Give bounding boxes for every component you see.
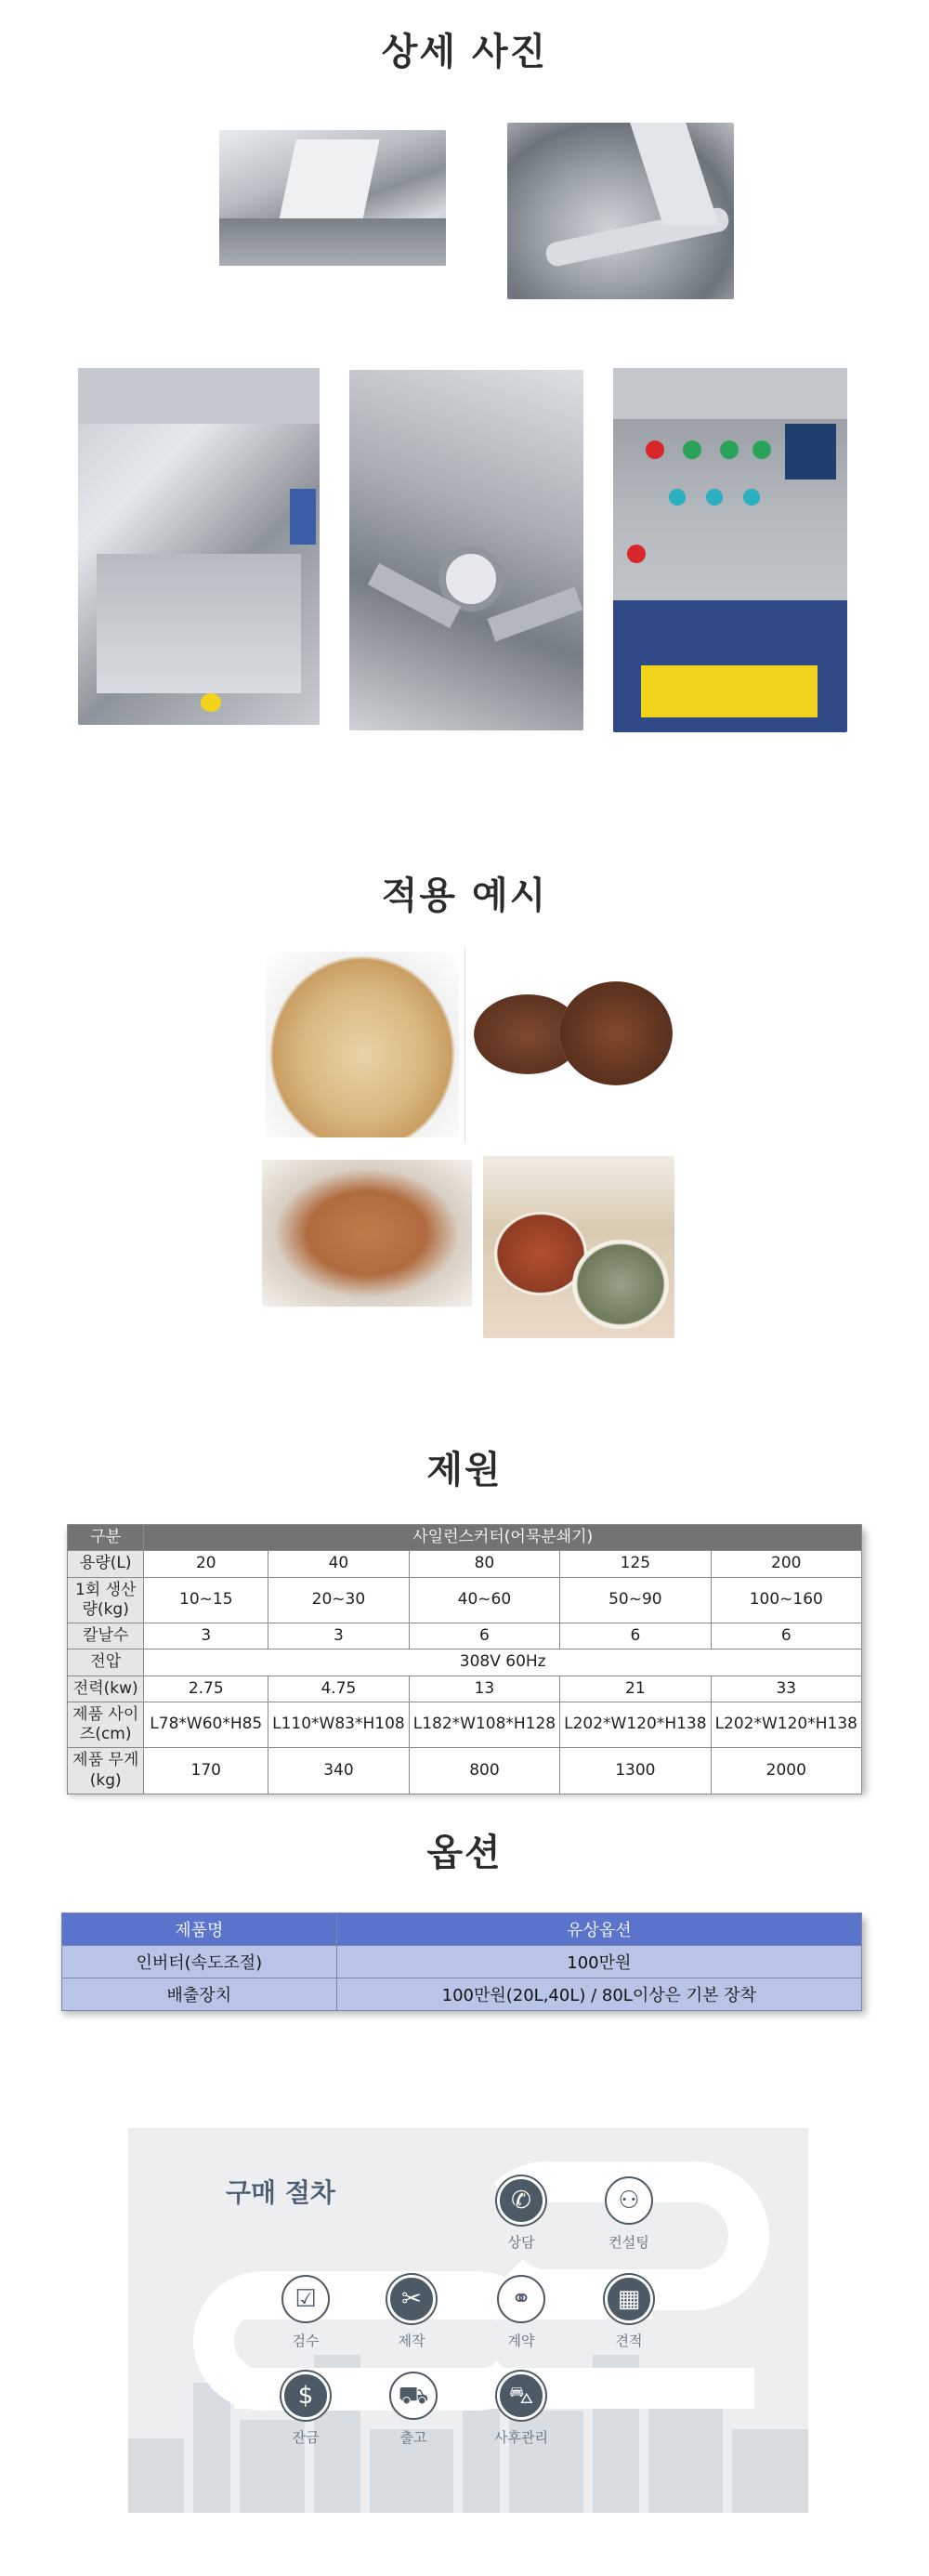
- spec-row-label: 용량(L): [68, 1551, 144, 1577]
- step-label: 상담: [507, 2234, 535, 2251]
- blade-shaft-photo: [507, 123, 734, 299]
- option-cell: 배출장치: [62, 1978, 337, 2011]
- patty-photo: [470, 974, 674, 1095]
- city-building: [193, 2383, 230, 2513]
- spec-cell: L202*W120*H138: [711, 1702, 861, 1748]
- option-section-title: 옵션: [426, 1832, 503, 1874]
- spec-cell: 6: [409, 1623, 559, 1649]
- step-label: 출고: [399, 2429, 427, 2446]
- consulting-icon: ⚇: [605, 2176, 653, 2225]
- spec-cell: 40~60: [409, 1577, 559, 1623]
- spec-cell: 6: [711, 1623, 861, 1649]
- step-label: 잔금: [292, 2429, 320, 2446]
- tools-icon: ✂: [387, 2275, 436, 2323]
- spec-cell: 20~30: [268, 1577, 410, 1623]
- truck-icon: ⛟: [389, 2372, 438, 2420]
- spec-cell: 200: [711, 1551, 861, 1577]
- step-production: [370, 2275, 453, 2350]
- city-building: [128, 2438, 184, 2513]
- spec-cell: 3: [268, 1623, 410, 1649]
- step-label: 컨설팅: [608, 2234, 649, 2251]
- step-inspection: [264, 2275, 347, 2350]
- spec-row-label: 칼날수: [68, 1623, 144, 1649]
- fishcake-platter-photo: [266, 952, 459, 1137]
- spec-row-label: 제품 무게(kg): [68, 1748, 144, 1794]
- spec-cell: 40: [268, 1551, 410, 1577]
- option-header-paid: 유상옵션: [336, 1913, 861, 1946]
- option-header-product: 제품명: [62, 1913, 337, 1946]
- option-cell: 인버터(속도조절): [62, 1946, 337, 1978]
- spec-cell: 340: [268, 1748, 410, 1794]
- spec-row-label: 제품 사이즈(cm): [68, 1702, 144, 1748]
- option-cell: 100만원: [336, 1946, 861, 1978]
- spec-cell: 21: [560, 1676, 711, 1702]
- photo-divider: [464, 948, 465, 1143]
- spec-cell: 800: [409, 1748, 559, 1794]
- minced-bowls-photo: [483, 1156, 674, 1338]
- process-title: 구매 절차: [226, 2177, 335, 2208]
- purchase-process-panel: [128, 2128, 808, 2513]
- spec-cell: 100~160: [711, 1577, 861, 1623]
- spec-row: [68, 1623, 862, 1649]
- spec-section-title: 제원: [426, 1449, 503, 1492]
- step-contract: [479, 2275, 563, 2350]
- spec-cell: L78*W60*H85: [144, 1702, 268, 1748]
- pancake-plate-photo: [262, 1160, 472, 1307]
- spec-cell: 4.75: [268, 1676, 410, 1702]
- spec-row-label: 1회 생산량(kg): [68, 1577, 144, 1623]
- spec-header-product: 사일런스커터(어묵분쇄기): [144, 1525, 862, 1551]
- spec-cell: 13: [409, 1676, 559, 1702]
- step-label: 사후관리: [494, 2429, 548, 2446]
- step-label: 계약: [507, 2333, 535, 2349]
- city-building: [732, 2429, 808, 2513]
- spec-cell: 125: [560, 1551, 711, 1577]
- spec-cell: L110*W83*H108: [268, 1702, 410, 1748]
- city-building: [648, 2401, 723, 2513]
- spec-cell: 33: [711, 1676, 861, 1702]
- spec-cell: L182*W108*H128: [409, 1702, 559, 1748]
- step-label: 견적: [615, 2333, 643, 2349]
- spec-row: [68, 1649, 862, 1676]
- spec-row: [68, 1551, 862, 1577]
- step-consult: [479, 2176, 563, 2252]
- spec-row: [68, 1748, 862, 1794]
- handshake-icon: ⚭: [497, 2275, 545, 2323]
- step-estimate: [587, 2275, 671, 2350]
- spec-cell: 50~90: [560, 1577, 711, 1623]
- phone-icon: ✆: [497, 2176, 545, 2225]
- spec-table: [67, 1524, 862, 1794]
- application-section-title: 적용 예시: [381, 874, 548, 917]
- inspection-icon: ☑: [281, 2275, 330, 2323]
- step-consulting: [587, 2176, 671, 2252]
- spec-cell: 1300: [560, 1748, 711, 1794]
- step-label: 검수: [292, 2333, 320, 2349]
- spec-header-category: 구분: [68, 1525, 144, 1551]
- step-label: 제작: [398, 2333, 425, 2349]
- spec-cell: L202*W120*H138: [560, 1702, 711, 1748]
- spec-cell: 10~15: [144, 1577, 268, 1623]
- spec-cell: 308V 60Hz: [144, 1649, 862, 1676]
- spec-row: [68, 1577, 862, 1623]
- money-bag-icon: $: [281, 2372, 330, 2420]
- spec-row-label: 전력(kw): [68, 1676, 144, 1702]
- spec-cell: 170: [144, 1748, 268, 1794]
- machine-full-photo: [78, 368, 320, 725]
- bowl-blade-photo: [219, 130, 446, 266]
- option-cell: 100만원(20L,40L) / 80L이상은 기본 장착: [336, 1978, 861, 2011]
- option-table: [61, 1912, 862, 2011]
- step-balance: [264, 2372, 347, 2447]
- detail-section-title: 상세 사진: [381, 31, 548, 73]
- spec-cell: 20: [144, 1551, 268, 1577]
- spec-row-label: 전압: [68, 1649, 144, 1676]
- spec-cell: 2.75: [144, 1676, 268, 1702]
- spec-cell: 6: [560, 1623, 711, 1649]
- spec-row: [68, 1676, 862, 1702]
- spec-cell: 80: [409, 1551, 559, 1577]
- spec-cell: 2000: [711, 1748, 861, 1794]
- step-shipping: [372, 2372, 455, 2447]
- step-aftercare: [479, 2372, 563, 2447]
- spec-row: [68, 1702, 862, 1748]
- control-panel-photo: [613, 368, 847, 732]
- car-service-icon: ⛍: [497, 2372, 545, 2420]
- spec-cell: 3: [144, 1623, 268, 1649]
- blade-closeup-photo: [349, 370, 583, 730]
- calculator-icon: ▦: [605, 2275, 653, 2323]
